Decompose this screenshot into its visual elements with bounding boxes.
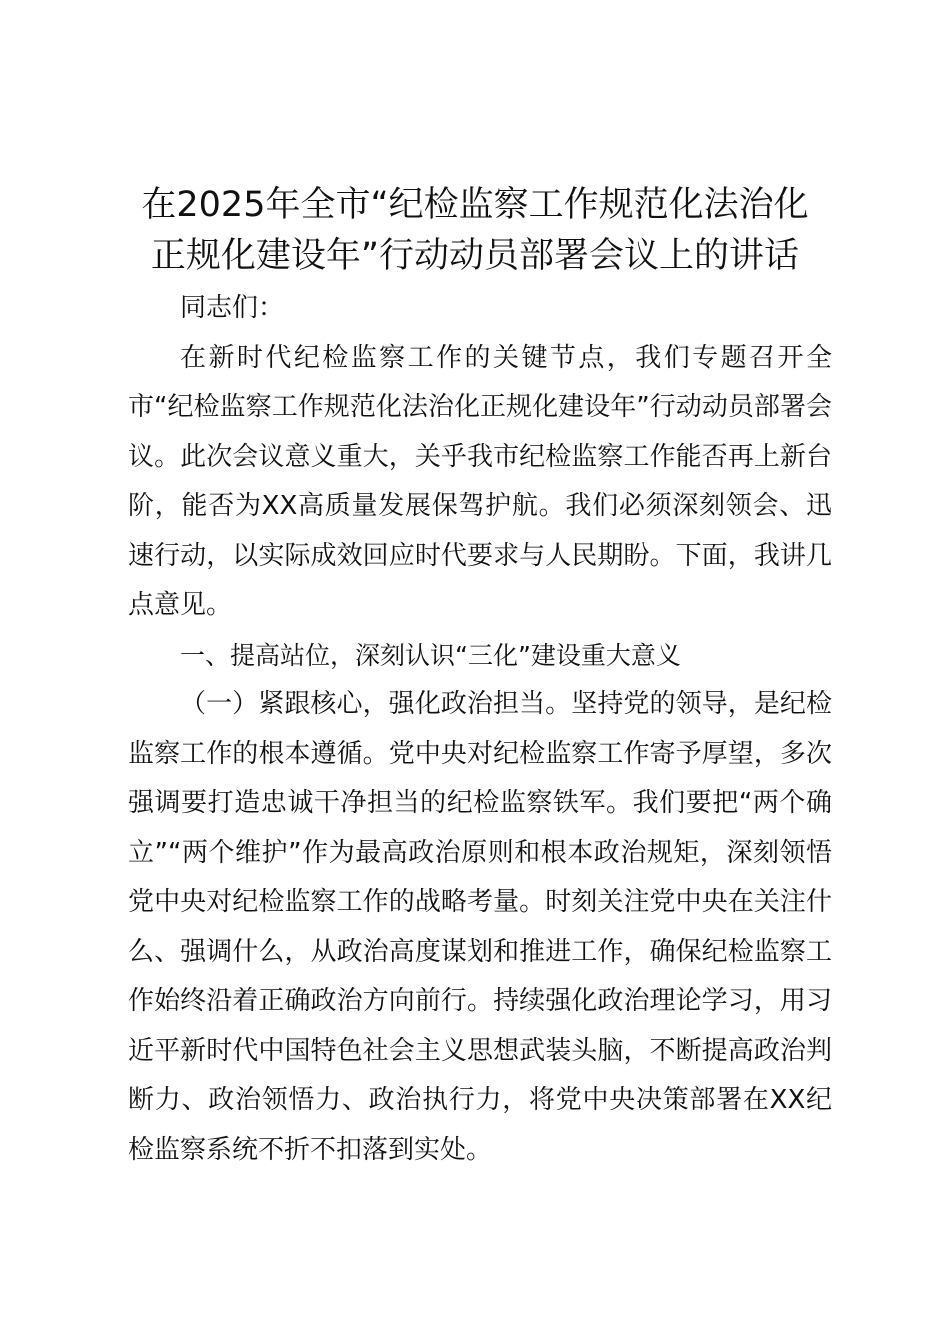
- title-line-1: 在2025年全市“纪检监察工作规范化法治化: [141, 185, 809, 225]
- greeting: 同志们：: [180, 293, 285, 323]
- section-heading: 一、提高站位，深刻认识“三化”建设重大意义: [180, 640, 681, 670]
- document-body: [128, 284, 832, 1175]
- document-title: [118, 180, 832, 282]
- title-line-2: 正规化建设年”行动动员部署会议上的讲话: [150, 236, 800, 276]
- section-paragraph: （一）紧跟核心，强化政治担当。坚持党的领导，是纪检监察工作的根本遵循。党中央对纪检监察工作寄予厚望，多次强调要打造忠诚干净担当的纪检监察铁军。我们要把“两个确立”“两个维护”作为最高政治原则和根本政治规矩，深刻领悟党中央对纪检监察工作的战略考量。时刻关注党中央在关注什么、强调什么，从政治高度谋划和推进工作，确保纪检监察工作始终沿着正确政治方向前行。持续强化政治理论学习，用习近平新时代中国特色社会主义思想武装头脑，不断提高政治判断力、政治领悟力、政治执行力，将党中央决策部署在XX纪检监察系统不折不扣落到实处。: [128, 689, 832, 1165]
- intro-paragraph: 在新时代纪检监察工作的关键节点，我们专题召开全市“纪检监察工作规范化法治化正规化建设年”行动动员部署会议。此次会议意义重大，关乎我市纪检监察工作能否再上新台阶，能否为XX高质量发展保驾护航。我们必须深刻领会、迅速行动，以实际成效回应时代要求与人民期盼。下面，我讲几点意见。: [128, 342, 832, 620]
